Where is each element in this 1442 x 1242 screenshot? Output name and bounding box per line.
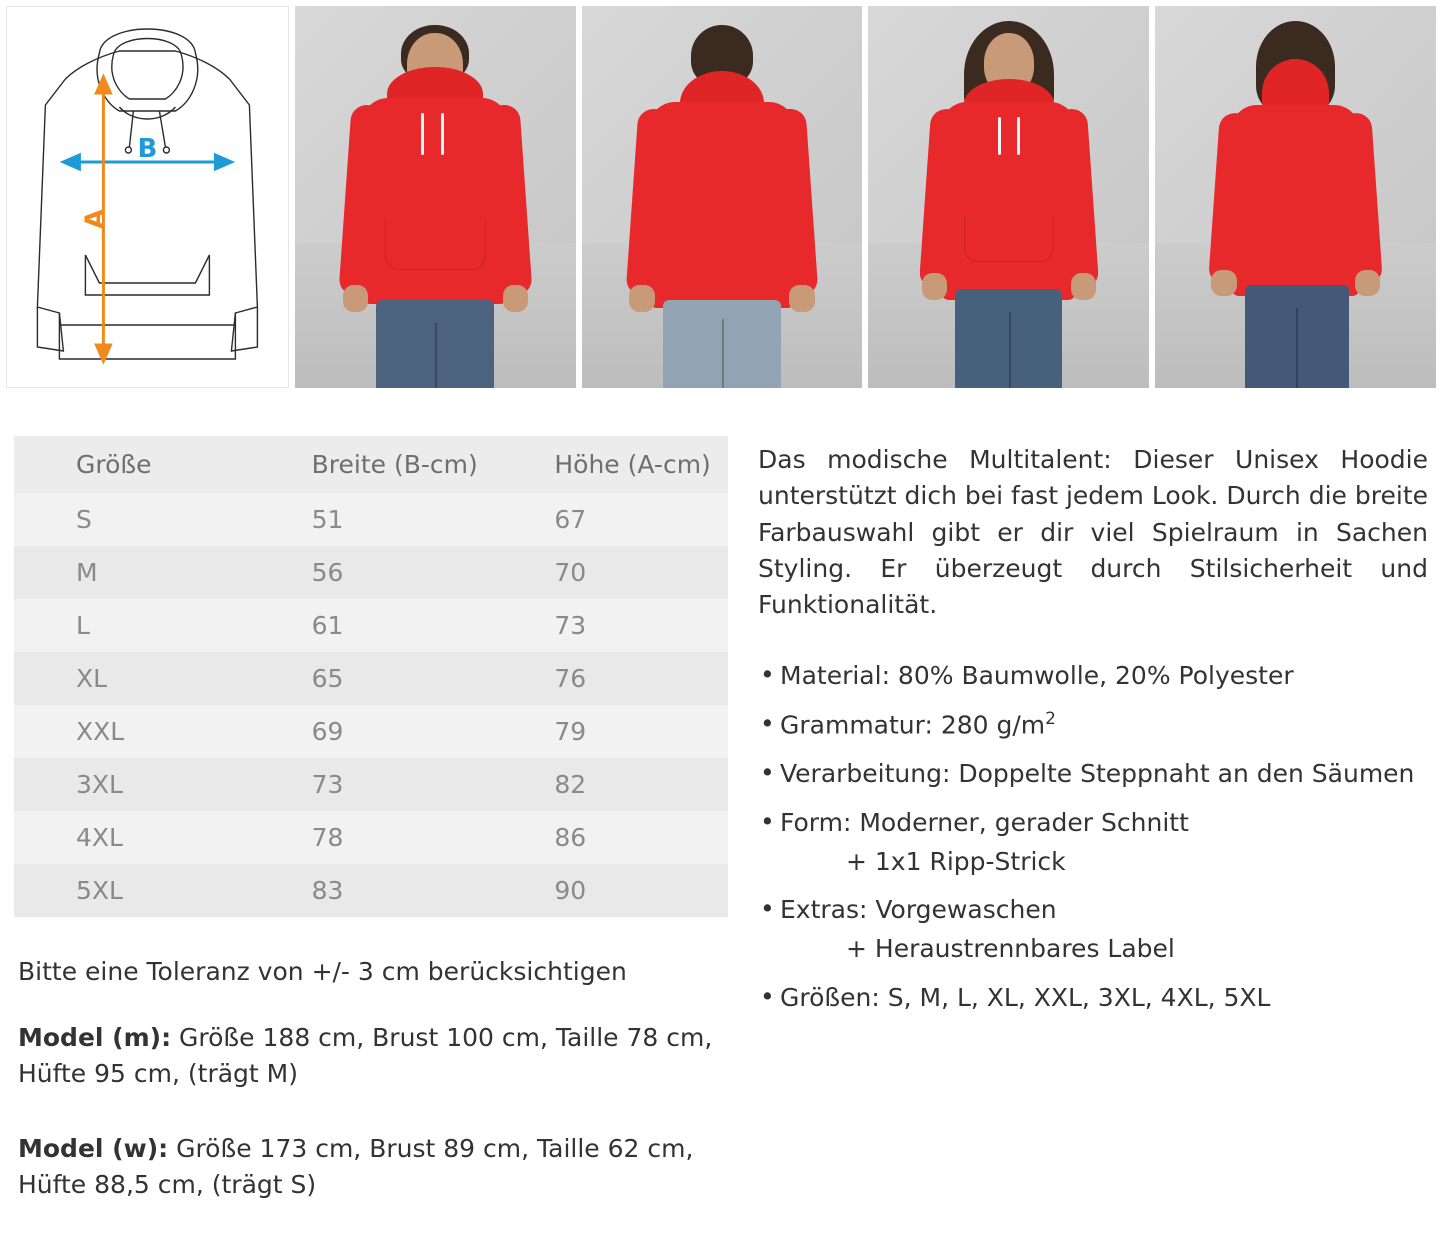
- product-details: [0, 388, 1442, 1242]
- hoodie-pocket: [964, 216, 1054, 262]
- cell-height: 70: [492, 546, 728, 599]
- spec-text: Verarbeitung: Doppelte Steppnaht an den Säumen: [780, 759, 1415, 789]
- model-female-info: [18, 1131, 728, 1202]
- product-photo-strip: [0, 0, 1442, 388]
- cell-size: L: [14, 599, 250, 652]
- table-row: [14, 546, 728, 599]
- hoodie-technical-drawing: [6, 6, 289, 388]
- cell-height: 86: [492, 811, 728, 864]
- spec-form: [758, 804, 1428, 882]
- table-row: [14, 811, 728, 864]
- model-hand-left: [343, 285, 368, 312]
- model-hand-left: [629, 285, 654, 312]
- cell-width: 83: [250, 864, 493, 917]
- spec-extras: [758, 891, 1428, 969]
- model-female-label: Model (w):: [18, 1134, 169, 1163]
- hood-string-right: [1017, 117, 1020, 155]
- model-female-front: [868, 6, 1149, 388]
- dimension-label-b: B: [137, 134, 158, 164]
- cell-size: 4XL: [14, 811, 250, 864]
- model-male-label: Model (m):: [18, 1023, 172, 1052]
- product-specs-list: [758, 657, 1428, 1017]
- spec-superscript: 2: [1045, 709, 1056, 729]
- hood-string-left: [421, 113, 424, 155]
- model-hand-right: [1355, 270, 1380, 297]
- cell-size: M: [14, 546, 250, 599]
- model-hand-left: [922, 273, 947, 300]
- spec-text: Größen: S, M, L, XL, XXL, 3XL, 4XL, 5XL: [780, 982, 1271, 1012]
- tolerance-note: Bitte eine Toleranz von +/- 3 cm berücksichtigen: [18, 957, 627, 986]
- cell-height: 82: [492, 758, 728, 811]
- cell-width: 51: [250, 493, 493, 546]
- model-male-text: Größe 188 cm, Brust 100 cm, Taille 78 cm, Hüfte 95 cm, (trägt M): [18, 1023, 713, 1088]
- table-header-row: [14, 436, 728, 493]
- model-female-back: [1155, 6, 1436, 388]
- spec-subtext: + Heraustrennbares Label: [846, 934, 1175, 964]
- jeans-seam: [1009, 312, 1011, 388]
- spec-subtext: + 1x1 Ripp-Strick: [846, 846, 1066, 876]
- column-header-height: Höhe (A-cm): [492, 436, 728, 493]
- description-column: [758, 436, 1428, 1242]
- jeans-seam: [1296, 308, 1298, 388]
- cell-width: 73: [250, 758, 493, 811]
- table-row: [14, 864, 728, 917]
- jeans-seam: [435, 323, 437, 388]
- table-row: [14, 493, 728, 546]
- spec-weight: [758, 706, 1428, 745]
- cell-height: 73: [492, 599, 728, 652]
- cell-width: 65: [250, 652, 493, 705]
- column-header-size: Größe: [14, 436, 250, 493]
- cell-size: 5XL: [14, 864, 250, 917]
- cell-height: 67: [492, 493, 728, 546]
- cell-width: 56: [250, 546, 493, 599]
- spec-text: Grammatur: 280 g/m: [780, 710, 1046, 740]
- hoodie-pocket: [385, 220, 486, 270]
- cell-width: 69: [250, 705, 493, 758]
- dimension-label-a: A: [80, 208, 111, 230]
- jeans-seam: [722, 319, 724, 388]
- table-row: [14, 652, 728, 705]
- model-male-info: [18, 1020, 728, 1091]
- model-hand-right: [1071, 273, 1096, 300]
- size-table: [14, 436, 728, 917]
- model-hand-right: [503, 285, 528, 312]
- cell-height: 90: [492, 864, 728, 917]
- spec-text: Form: Moderner, gerader Schnitt: [780, 807, 1189, 837]
- cell-height: 76: [492, 652, 728, 705]
- model-hand-right: [789, 285, 814, 312]
- technical-drawing-svg: [7, 7, 288, 387]
- cell-width: 78: [250, 811, 493, 864]
- model-hand-left: [1211, 270, 1236, 297]
- cell-size: XL: [14, 652, 250, 705]
- cell-width: 61: [250, 599, 493, 652]
- model-male-back: [582, 6, 863, 388]
- column-header-width: Breite (B-cm): [250, 436, 493, 493]
- cell-size: 3XL: [14, 758, 250, 811]
- spec-processing: [758, 755, 1428, 794]
- spec-text: Extras: Vorgewaschen: [780, 895, 1057, 925]
- spec-text: Material: 80% Baumwolle, 20% Polyester: [780, 661, 1294, 691]
- size-info-column: [14, 436, 728, 1242]
- cell-size: XXL: [14, 705, 250, 758]
- product-description: Das modische Multitalent: Dieser Unisex Hoodie unterstützt dich bei fast jedem Look. Durch die breite Farbauswahl gibt er dir viel Spielraum in Sachen Styling. Er überzeugt durch Stilsicherheit und Funktionalität.: [758, 445, 1428, 619]
- model-male-front: [295, 6, 576, 388]
- table-row: [14, 758, 728, 811]
- hood-string-left: [998, 117, 1001, 155]
- spec-material: [758, 657, 1428, 696]
- cell-size: S: [14, 493, 250, 546]
- table-row: [14, 705, 728, 758]
- model-female-text: Größe 173 cm, Brust 89 cm, Taille 62 cm, Hüfte 88,5 cm, (trägt S): [18, 1134, 694, 1199]
- hood-string-right: [441, 113, 444, 155]
- spec-sizes: [758, 979, 1428, 1018]
- table-row: [14, 599, 728, 652]
- cell-height: 79: [492, 705, 728, 758]
